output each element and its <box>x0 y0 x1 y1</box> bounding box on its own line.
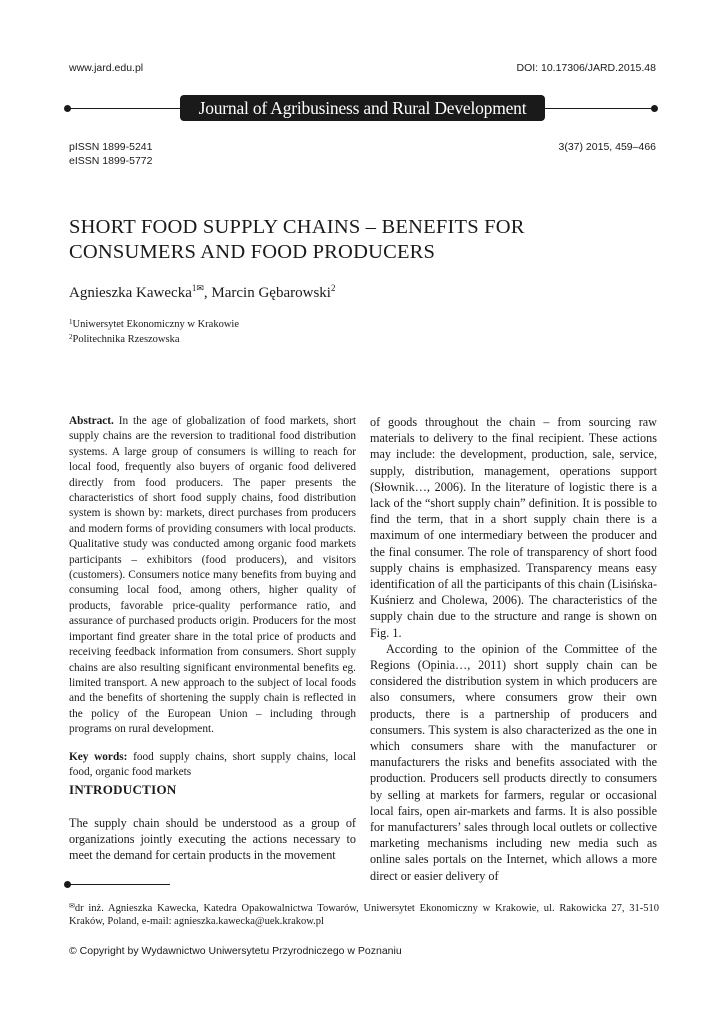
author-separator: , <box>203 285 212 301</box>
eissn: eISSN 1899-5772 <box>69 155 153 167</box>
issue-info: 3(37) 2015, 459–466 <box>558 141 656 153</box>
body-paragraph-2: According to the opinion of the Committee of the Regions (Opinia…, 2011) short supply chain can be considered the distribution system in which producers are also consumers, where consumers grow their own products, there is a partnership of producers and consumers. This system is also characterized as the one in which consumers share with the manufacturer or manufacturers the risks and benefits associated with the production. Producers sell products directly to consumers by selling at markets for farmers, regular or occasional local fairs, open air-markets and farms. It is also possible for manufacturers’ sales through local outlets or collective marketing mechanisms including new media such as online sales portals on the Internet, which allows a more direct or easier delivery of <box>370 641 657 883</box>
introduction-heading: INTRODUCTION <box>69 782 177 797</box>
affiliation-1: $^1$Uniwersytet Ekonomiczny w Krakowie <box>69 318 239 330</box>
affiliations <box>69 316 239 346</box>
journal-title-banner: Journal of Agribusiness and Rural Development <box>180 95 545 121</box>
journal-website: www.jard.edu.pl <box>69 62 144 74</box>
author-1-mark: 1✉ <box>191 283 204 293</box>
affiliation-1-mark: 1 <box>69 318 73 326</box>
doi: DOI: 10.17306/JARD.2015.48 <box>516 62 656 74</box>
affiliation-2: $^2$Politechnika Rzeszowska <box>69 333 180 345</box>
issn-block <box>69 140 152 168</box>
author-2-mark: 2 <box>330 283 336 293</box>
pissn: pISSN 1899-5241 <box>69 141 153 153</box>
affiliation-2-mark: 2 <box>69 333 73 341</box>
footnote-mark: ✉ <box>69 902 75 910</box>
copyright: © Copyright by Wydawnictwo Uniwersytetu Przyrodniczego w Poznaniu <box>69 945 402 957</box>
body-paragraph-1: of goods throughout the chain – from sourcing raw materials to delivery to the final recipient. These actions may include: the development, production, sale, service, supply, distribution, management, operations support (Słownik…, 2006). In the literature of logistic there is a lack of the “short supply chain” definition. It is possible to find the term, that in a short supply chain there is a maximum of one intermediary between the producer and the final consumer. The role of transparency of short food supply chains is emphasized. Transparency means easy identification of all the participants of this chain (Lisińska-Kuśnierz and Cholewa, 2006). The characteristics of the supply chain due to the structure and range is shown on Fig. 1. <box>370 415 658 640</box>
keywords <box>69 750 356 781</box>
author-1: Agnieszka Kawecka <box>69 285 192 301</box>
footnote-rule <box>68 884 170 885</box>
keywords-text: food supply chains, short supply chains, local food, organic food markets <box>69 750 357 778</box>
abstract-label: Abstract. <box>69 415 114 427</box>
abstract-column <box>69 414 356 780</box>
authors <box>69 283 335 302</box>
footnote-text: dr inż. Agnieszka Kawecka, Katedra Opakowalnictwa Towarów, Uniwersytet Ekonomiczny w Krakowie, ul. Rakowicka 27, 31-510 Kraków, Poland, e-mail: agnieszka.kawecka@uek.krakow.pl <box>69 903 659 927</box>
author-footnote <box>69 900 659 928</box>
article-title <box>69 215 669 265</box>
abstract <box>69 414 356 738</box>
title-line-2: CONSUMERS AND FOOD PRODUCERS <box>69 241 436 263</box>
keywords-label: Key words: <box>69 750 128 763</box>
author-2: Marcin Gębarowski <box>211 285 331 301</box>
body-right-column <box>370 414 657 884</box>
introduction-text: The supply chain should be understood as a group of organizations jointly executing the actions necessary to meet the demand for certain products in the movement <box>69 816 356 863</box>
rule-right-dot <box>651 105 658 112</box>
title-line-1: SHORT FOOD SUPPLY CHAINS – BENEFITS FOR <box>69 216 525 238</box>
abstract-text: In the age of globalization of food markets, short supply chains are the reversion to traditional food distribution systems. A large group of consumers is willing to reach for local food, frequently also buyers of organic food delivered directly from food producers. The paper presents the characteristics of short food supply chains, food distribution system is shown by: markets, direct purchases from producers and modern forms of providing consumers with local products. Qualitative study was conducted among organic food markets participants – exhibitors (food producers), and visitors (customers). Consumers notice many benefits from buying and consuming local food, among others, higher quality of products, favorable price-quality performance ratio, and assurance of purchased products origin. Producers for the most important find greater share in the total price of products and receiving feedback information from consumers. Short supply chains are also resulting significant environmental benefits eg. limited transport. A new approach to the subject of local foods and the benefits of shortening the supply chain is reflected in the policy of the European Union – including through programs on rural development. <box>69 415 356 736</box>
